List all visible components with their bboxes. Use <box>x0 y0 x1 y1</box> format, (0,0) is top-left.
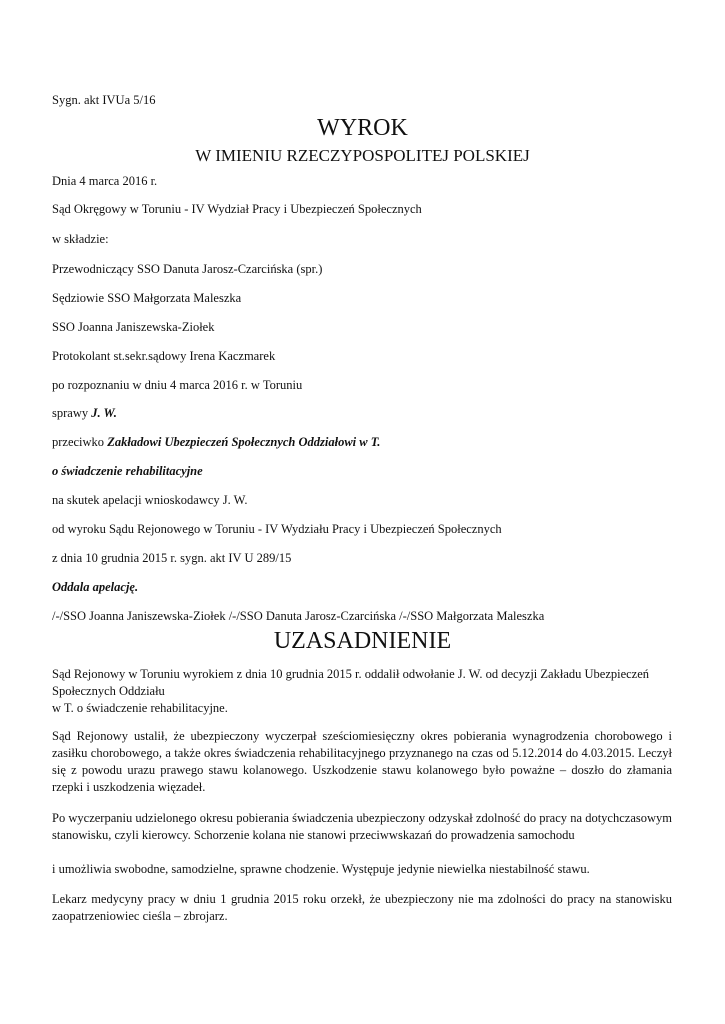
case-party: J. W. <box>91 406 117 420</box>
verdict: Oddala apelację. <box>52 580 139 594</box>
case-party-line <box>52 405 117 421</box>
paragraph-3a: Po wyczerpaniu udzielonego okresu pobierania świadczenia ubezpieczony odzyskał zdolność do pracy na dotychczasowym stanowisku, czyli kierowcy. Schorzenie kolana nie stanowi przeciwwskazań do prowadzenia samochodu <box>52 811 672 842</box>
case-number: Sygn. akt IVUa 5/16 <box>52 93 156 107</box>
paragraph-3b: i umożliwia swobodne, samodzielne, sprawne chodzenie. Występuje jedynie niewielka niestabilność stawu. <box>52 862 590 876</box>
date-line: Dnia 4 marca 2016 r. <box>52 174 158 188</box>
court-name: Sąd Okręgowy w Toruniu - IV Wydział Pracy i Ubezpieczeń Społecznych <box>52 202 422 216</box>
judgment-date: z dnia 10 grudnia 2015 r. sygn. akt IV U 289/15 <box>52 551 292 565</box>
judge-second: SSO Joanna Janiszewska-Ziołek <box>52 320 215 334</box>
judgment-line: od wyroku Sądu Rejonowego w Toruniu - IV Wydziału Pracy i Ubezpieczeń Społecznych <box>52 522 502 536</box>
against-party: Zakładowi Ubezpieczeń Społecznych Oddziałowi w T. <box>107 435 381 449</box>
document-title: WYROK <box>317 115 408 141</box>
document-subtitle: W IMIENIU RZECZYPOSPOLITEJ POLSKIEJ <box>195 146 530 165</box>
against-prefix: przeciwko <box>52 435 108 449</box>
paragraph-2: Sąd Rejonowy ustalił, że ubezpieczony wyczerpał sześciomiesięczny okres pobierania wynagrodzenia chorobowego i zasiłku chorobowego, a także okres świadczenia rehabilitacyjnego przyznanego na czas od 5.12.2014 do 4.03.2015. Leczył się z powodu urazu prawego stawu kolanowego. Uszkodzenie stawu kolanowego było poważne – doszło do złamania rzepki i uszkodzenia więzadeł. <box>52 729 672 794</box>
case-subject: o świadczenie rehabilitacyjne <box>52 464 203 478</box>
appeal-line: na skutek apelacji wnioskodawcy J. W. <box>52 493 248 507</box>
composition-label: w składzie: <box>52 232 109 246</box>
paragraph-1-line-1: Sąd Rejonowy w Toruniu wyrokiem z dnia 10 grudnia 2015 r. oddalił odwołanie J. W. od decyzji Zakładu Ubezpieczeń <box>52 667 650 681</box>
signatures: /-/SSO Joanna Janiszewska-Ziołek /-/SSO Danuta Jarosz-Czarcińska /-/SSO Małgorzata Maleszka <box>52 609 545 623</box>
paragraph-1-line-2: Społecznych Oddziału <box>52 684 165 698</box>
against-line <box>52 434 380 450</box>
paragraph-4: Lekarz medycyny pracy w dniu 1 grudnia 2015 roku orzekł, że ubezpieczony nie ma zdolności do pracy na stanowisku zaopatrzeniowiec cieśla – zbrojarz. <box>52 892 672 923</box>
clerk-line: Protokolant st.sekr.sądowy Irena Kaczmarek <box>52 349 276 363</box>
paragraph-1 <box>52 666 672 717</box>
paragraph-1-line-3: w T. o świadczenie rehabilitacyjne. <box>52 701 228 715</box>
hearing-line: po rozpoznaniu w dniu 4 marca 2016 r. w Toruniu <box>52 378 303 392</box>
case-prefix: sprawy <box>52 406 92 420</box>
judges-line: Sędziowie SSO Małgorzata Maleszka <box>52 291 242 305</box>
justification-title: UZASADNIENIE <box>273 628 452 654</box>
presiding-judge: Przewodniczący SSO Danuta Jarosz-Czarcińska (spr.) <box>52 262 323 276</box>
